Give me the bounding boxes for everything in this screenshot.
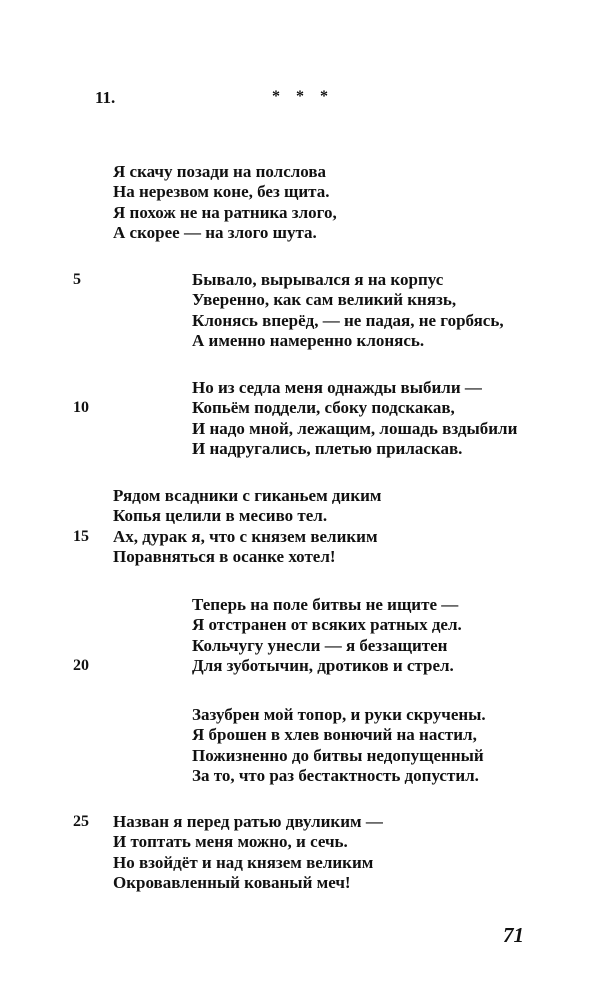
verse-line <box>0 311 600 331</box>
verse-text: Окровавленный кованый меч! <box>113 873 351 893</box>
verse-line <box>0 290 600 310</box>
verse-line <box>0 766 600 786</box>
verse-text: Бывало, вырывался я на корпус <box>192 270 444 289</box>
line-number: 20 <box>73 657 89 675</box>
verse-line <box>0 705 600 725</box>
verse-text: Уверенно, как сам великий князь, <box>192 290 457 310</box>
line-number: 5 <box>73 271 81 288</box>
verse-line <box>0 162 600 182</box>
verse-line <box>0 419 600 439</box>
verse-text: И надругались, плетью приласкав. <box>192 439 463 459</box>
verse-text: Кольчугу унесли — я беззащитен <box>192 635 448 655</box>
verse-text: Я брошен в хлев вонючий на настил, <box>192 725 477 745</box>
verse-line <box>0 725 600 745</box>
stanza <box>0 162 600 244</box>
verse-line <box>0 270 600 290</box>
verse-text: Зазубрен мой топор, и руки скручены. <box>192 705 486 724</box>
asterism: * * * <box>272 88 334 105</box>
verse-line <box>0 812 600 832</box>
stanza <box>0 378 600 460</box>
poem-number: 11. <box>95 88 116 107</box>
verse-text: За то, что раз бестактность допустил. <box>192 766 479 786</box>
verse-line <box>0 595 600 615</box>
verse-line <box>0 853 600 873</box>
line-number: 25 <box>73 813 89 830</box>
verse-text: И надо мной, лежащим, лошадь вздыбили <box>192 418 518 438</box>
stanza <box>0 270 600 352</box>
verse-text: Пожизненно до битвы недопущенный <box>192 745 484 765</box>
verse-line <box>0 506 600 526</box>
verse-text: А именно намеренно клонясь. <box>192 331 425 351</box>
verse-line <box>0 832 600 852</box>
verse-text: А скорее — на злого шута. <box>113 223 317 243</box>
verse-text: Рядом всадники с гиканьем диким <box>113 486 382 505</box>
verse-text: И топтать меня можно, и сечь. <box>113 832 348 852</box>
verse-text: Копья целили в месиво тел. <box>113 506 328 526</box>
line-number: 15 <box>73 527 89 545</box>
verse-line <box>0 527 600 547</box>
verse-line <box>0 203 600 223</box>
stanza <box>0 486 600 568</box>
verse-line <box>0 223 600 243</box>
verse-text: Но взойдёт и над князем великим <box>113 852 374 872</box>
verse-line <box>0 615 600 635</box>
verse-line <box>0 378 600 398</box>
verse-text: Клонясь вперёд, — не падая, не горбясь, <box>192 310 504 330</box>
verse-line <box>0 182 600 202</box>
verse-text: Копьём поддели, сбоку подскакав, <box>192 398 455 418</box>
verse-text: Я скачу позади на полслова <box>113 162 327 181</box>
verse-text: Назван я перед ратью двуликим — <box>113 812 383 831</box>
verse-line <box>0 873 600 893</box>
verse-line <box>0 331 600 351</box>
verse-line <box>0 656 600 676</box>
page-number: 71 <box>503 923 524 947</box>
verse-line <box>0 547 600 567</box>
stanza <box>0 705 600 787</box>
verse-text: Я отстранен от всяких ратных дел. <box>192 615 462 635</box>
verse-line <box>0 746 600 766</box>
verse-text: Ах, дурак я, что с князем великим <box>113 526 378 546</box>
stanza <box>0 595 600 677</box>
verse-line <box>0 636 600 656</box>
verse-text: Для зуботычин, дротиков и стрел. <box>192 656 454 676</box>
line-number: 10 <box>73 399 89 417</box>
stanza <box>0 812 600 894</box>
verse-text: Я похож не на ратника злого, <box>113 202 337 222</box>
verse-line <box>0 398 600 418</box>
verse-line <box>0 439 600 459</box>
verse-text: Теперь на поле битвы не ищите — <box>192 595 459 614</box>
verse-text: Но из седла меня однажды выбили — <box>192 378 482 397</box>
verse-text: Поравняться в осанке хотел! <box>113 547 336 567</box>
verse-line <box>0 486 600 506</box>
verse-text: На нерезвом коне, без щита. <box>113 182 330 202</box>
